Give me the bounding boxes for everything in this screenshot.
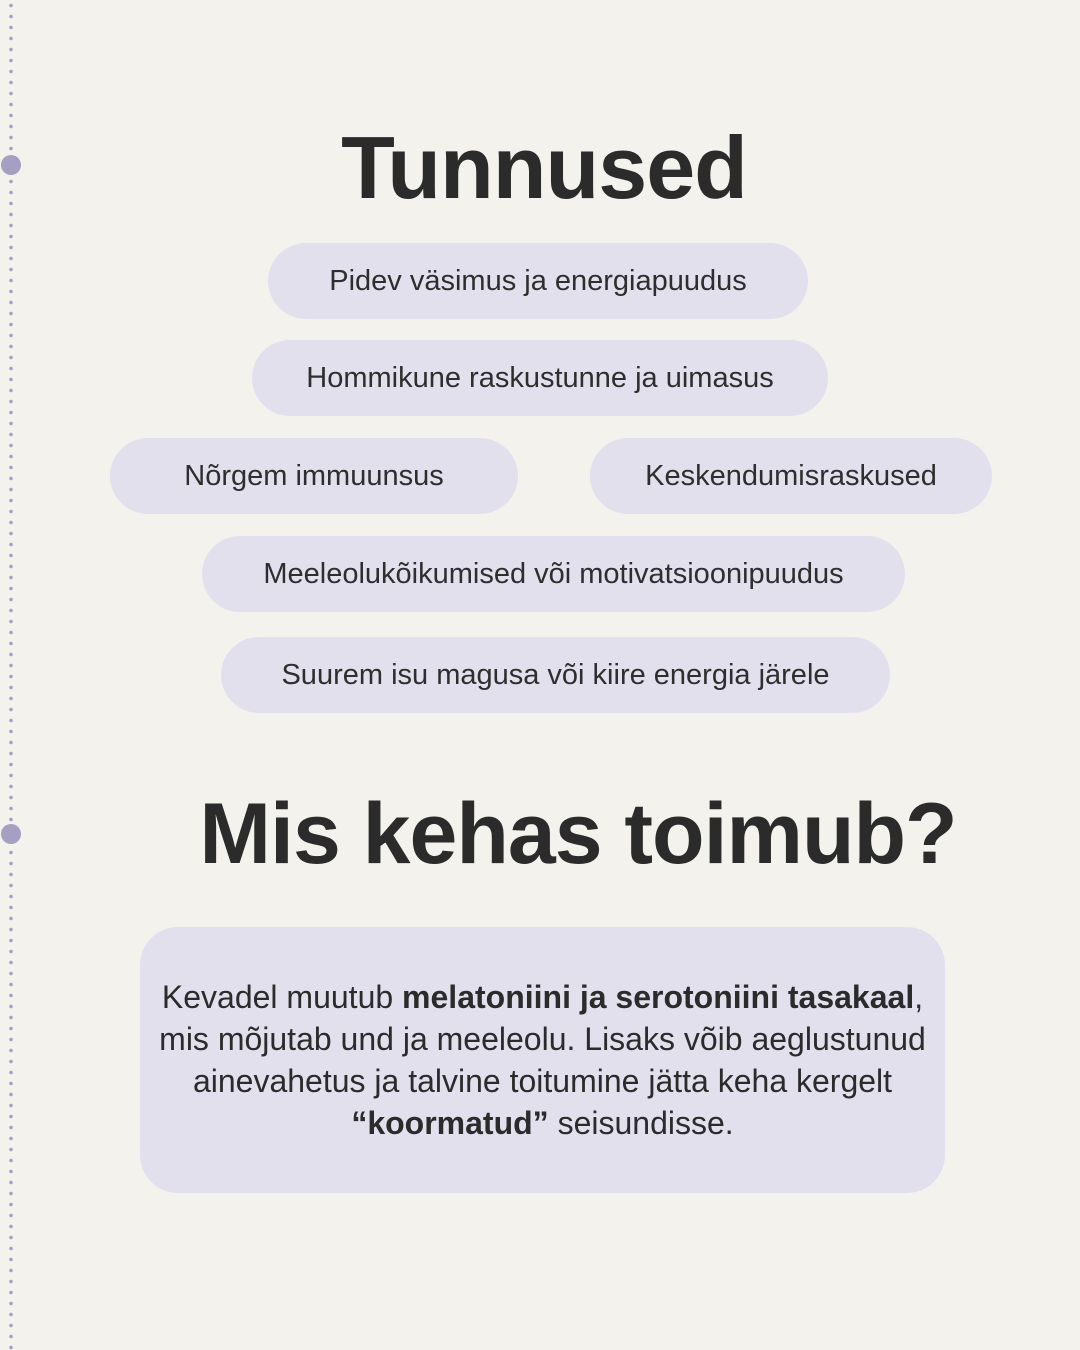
symptom-pill: Keskendumisraskused <box>590 438 992 514</box>
explanation-part-1: Kevadel muutub <box>161 979 403 1015</box>
symptom-pill: Hommikune raskustunne ja uimasus <box>252 340 828 416</box>
symptom-pill: Pidev väsimus ja energiapuudus <box>268 243 808 319</box>
section-title-mis-kehas-toimub: Mis kehas toimub? <box>199 786 957 882</box>
section-title-tunnused: Tunnused <box>341 118 747 217</box>
explanation-part-2: , mis mõjutab und ja meeleolu. Lisaks võib aeglustunud ainevahetus ja talvine toitumine jätta keha kergelt <box>159 979 926 1099</box>
explanation-bold-2: “koormatud” <box>351 1105 549 1141</box>
symptom-pill: Suurem isu magusa või kiire energia järele <box>221 637 890 713</box>
explanation-part-3: seisundisse. <box>548 1105 734 1141</box>
symptom-pill: Nõrgem immuunsus <box>110 438 518 514</box>
explanation-box <box>140 927 945 1193</box>
explanation-text <box>150 976 935 1144</box>
explanation-bold-1: melatoniini ja serotoniini tasakaal <box>402 979 915 1015</box>
symptom-pill: Meeleolukõikumised või motivatsioonipuudus <box>202 536 905 612</box>
